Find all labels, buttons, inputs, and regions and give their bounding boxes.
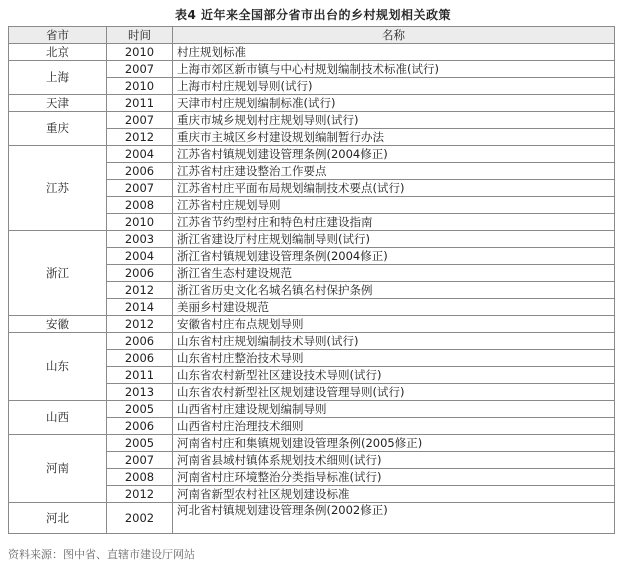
year-cell: 2007 [107, 452, 173, 469]
policy-name-cell: 河南省村庄环境整治分类指导标准(试行) [173, 469, 615, 486]
policy-name-cell: 天津市村庄规划编制标准(试行) [173, 95, 615, 112]
table-row [9, 146, 615, 163]
policy-name-cell: 河北省村镇规划建设管理条例(2002修正) [173, 503, 615, 534]
policy-name-cell: 江苏省节约型村庄和特色村庄建设指南 [173, 214, 615, 231]
table-row [9, 44, 615, 61]
header-province: 省市 [9, 27, 107, 44]
header-name: 名称 [173, 27, 615, 44]
policy-name-cell: 江苏省村庄建设整治工作要点 [173, 163, 615, 180]
table-row [9, 61, 615, 78]
year-cell: 2010 [107, 78, 173, 95]
table-row [9, 435, 615, 452]
policy-name-cell: 山东省村庄规划编制技术导则(试行) [173, 333, 615, 350]
policy-name-cell: 重庆市主城区乡村建设规划编制暂行办法 [173, 129, 615, 146]
year-cell: 2010 [107, 44, 173, 61]
policy-name-cell: 山西省村庄治理技术细则 [173, 418, 615, 435]
year-cell: 2005 [107, 435, 173, 452]
year-cell: 2012 [107, 282, 173, 299]
year-cell: 2011 [107, 95, 173, 112]
policy-name-cell: 山西省村庄建设规划编制导则 [173, 401, 615, 418]
policy-name-cell: 河南省县域村镇体系规划技术细则(试行) [173, 452, 615, 469]
table-row [9, 503, 615, 534]
year-cell: 2004 [107, 248, 173, 265]
policy-name-cell: 江苏省村庄规划导则 [173, 197, 615, 214]
year-cell: 2006 [107, 265, 173, 282]
year-cell: 2007 [107, 61, 173, 78]
table-title: 表4 近年来全国部分省市出台的乡村规划相关政策 [174, 8, 452, 22]
province-cell: 上海 [9, 61, 107, 95]
policy-name-cell: 江苏省村庄平面布局规划编制技术要点(试行) [173, 180, 615, 197]
policy-name-cell: 浙江省建设厅村庄规划编制导则(试行) [173, 231, 615, 248]
header-year: 时间 [107, 27, 173, 44]
policy-name-cell: 浙江省村镇规划建设管理条例(2004修正) [173, 248, 615, 265]
year-cell: 2003 [107, 231, 173, 248]
policy-name-cell: 河南省新型农村社区规划建设标准 [173, 486, 615, 503]
policy-name-cell: 浙江省历史文化名城名镇名村保护条例 [173, 282, 615, 299]
table-row [9, 401, 615, 418]
year-cell: 2007 [107, 112, 173, 129]
year-cell: 2012 [107, 486, 173, 503]
year-cell: 2011 [107, 367, 173, 384]
policy-name-cell: 山东省村庄整治技术导则 [173, 350, 615, 367]
province-cell: 天津 [9, 95, 107, 112]
policy-name-cell: 上海市郊区新市镇与中心村规划编制技术标准(试行) [173, 61, 615, 78]
year-cell: 2012 [107, 129, 173, 146]
year-cell: 2006 [107, 350, 173, 367]
policy-name-cell: 上海市村庄规划导则(试行) [173, 78, 615, 95]
province-cell: 重庆 [9, 112, 107, 146]
year-cell: 2012 [107, 316, 173, 333]
year-cell: 2008 [107, 197, 173, 214]
table-row [9, 112, 615, 129]
policy-name-cell: 安徽省村庄布点规划导则 [173, 316, 615, 333]
year-cell: 2005 [107, 401, 173, 418]
year-cell: 2007 [107, 180, 173, 197]
year-cell: 2006 [107, 333, 173, 350]
year-cell: 2004 [107, 146, 173, 163]
province-cell: 河北 [9, 503, 107, 534]
year-cell: 2013 [107, 384, 173, 401]
province-cell: 江苏 [9, 146, 107, 231]
policy-name-cell: 美丽乡村建设规范 [173, 299, 615, 316]
province-cell: 北京 [9, 44, 107, 61]
table-header-row [9, 27, 615, 44]
policy-name-cell: 江苏省村镇规划建设管理条例(2004修正) [173, 146, 615, 163]
policy-name-cell: 浙江省生态村建设规范 [173, 265, 615, 282]
year-cell: 2008 [107, 469, 173, 486]
policy-name-cell: 河南省村庄和集镇规划建设管理条例(2005修正) [173, 435, 615, 452]
year-cell: 2002 [107, 503, 173, 534]
policy-name-cell: 村庄规划标准 [173, 44, 615, 61]
policy-table [8, 26, 615, 534]
province-cell: 山东 [9, 333, 107, 401]
policy-name-cell: 山东省农村新型社区建设技术导则(试行) [173, 367, 615, 384]
year-cell: 2014 [107, 299, 173, 316]
table-row [9, 316, 615, 333]
province-cell: 浙江 [9, 231, 107, 316]
year-cell: 2006 [107, 163, 173, 180]
table-row [9, 231, 615, 248]
table-row [9, 95, 615, 112]
province-cell: 安徽 [9, 316, 107, 333]
table-row [9, 333, 615, 350]
province-cell: 河南 [9, 435, 107, 503]
year-cell: 2006 [107, 418, 173, 435]
year-cell: 2010 [107, 214, 173, 231]
policy-name-cell: 山东省农村新型社区规划建设管理导则(试行) [173, 384, 615, 401]
policy-name-cell: 重庆市城乡规划村庄规划导则(试行) [173, 112, 615, 129]
source-note: 资料来源：图中省、直辖市建设厅网站 [8, 548, 195, 561]
province-cell: 山西 [9, 401, 107, 435]
